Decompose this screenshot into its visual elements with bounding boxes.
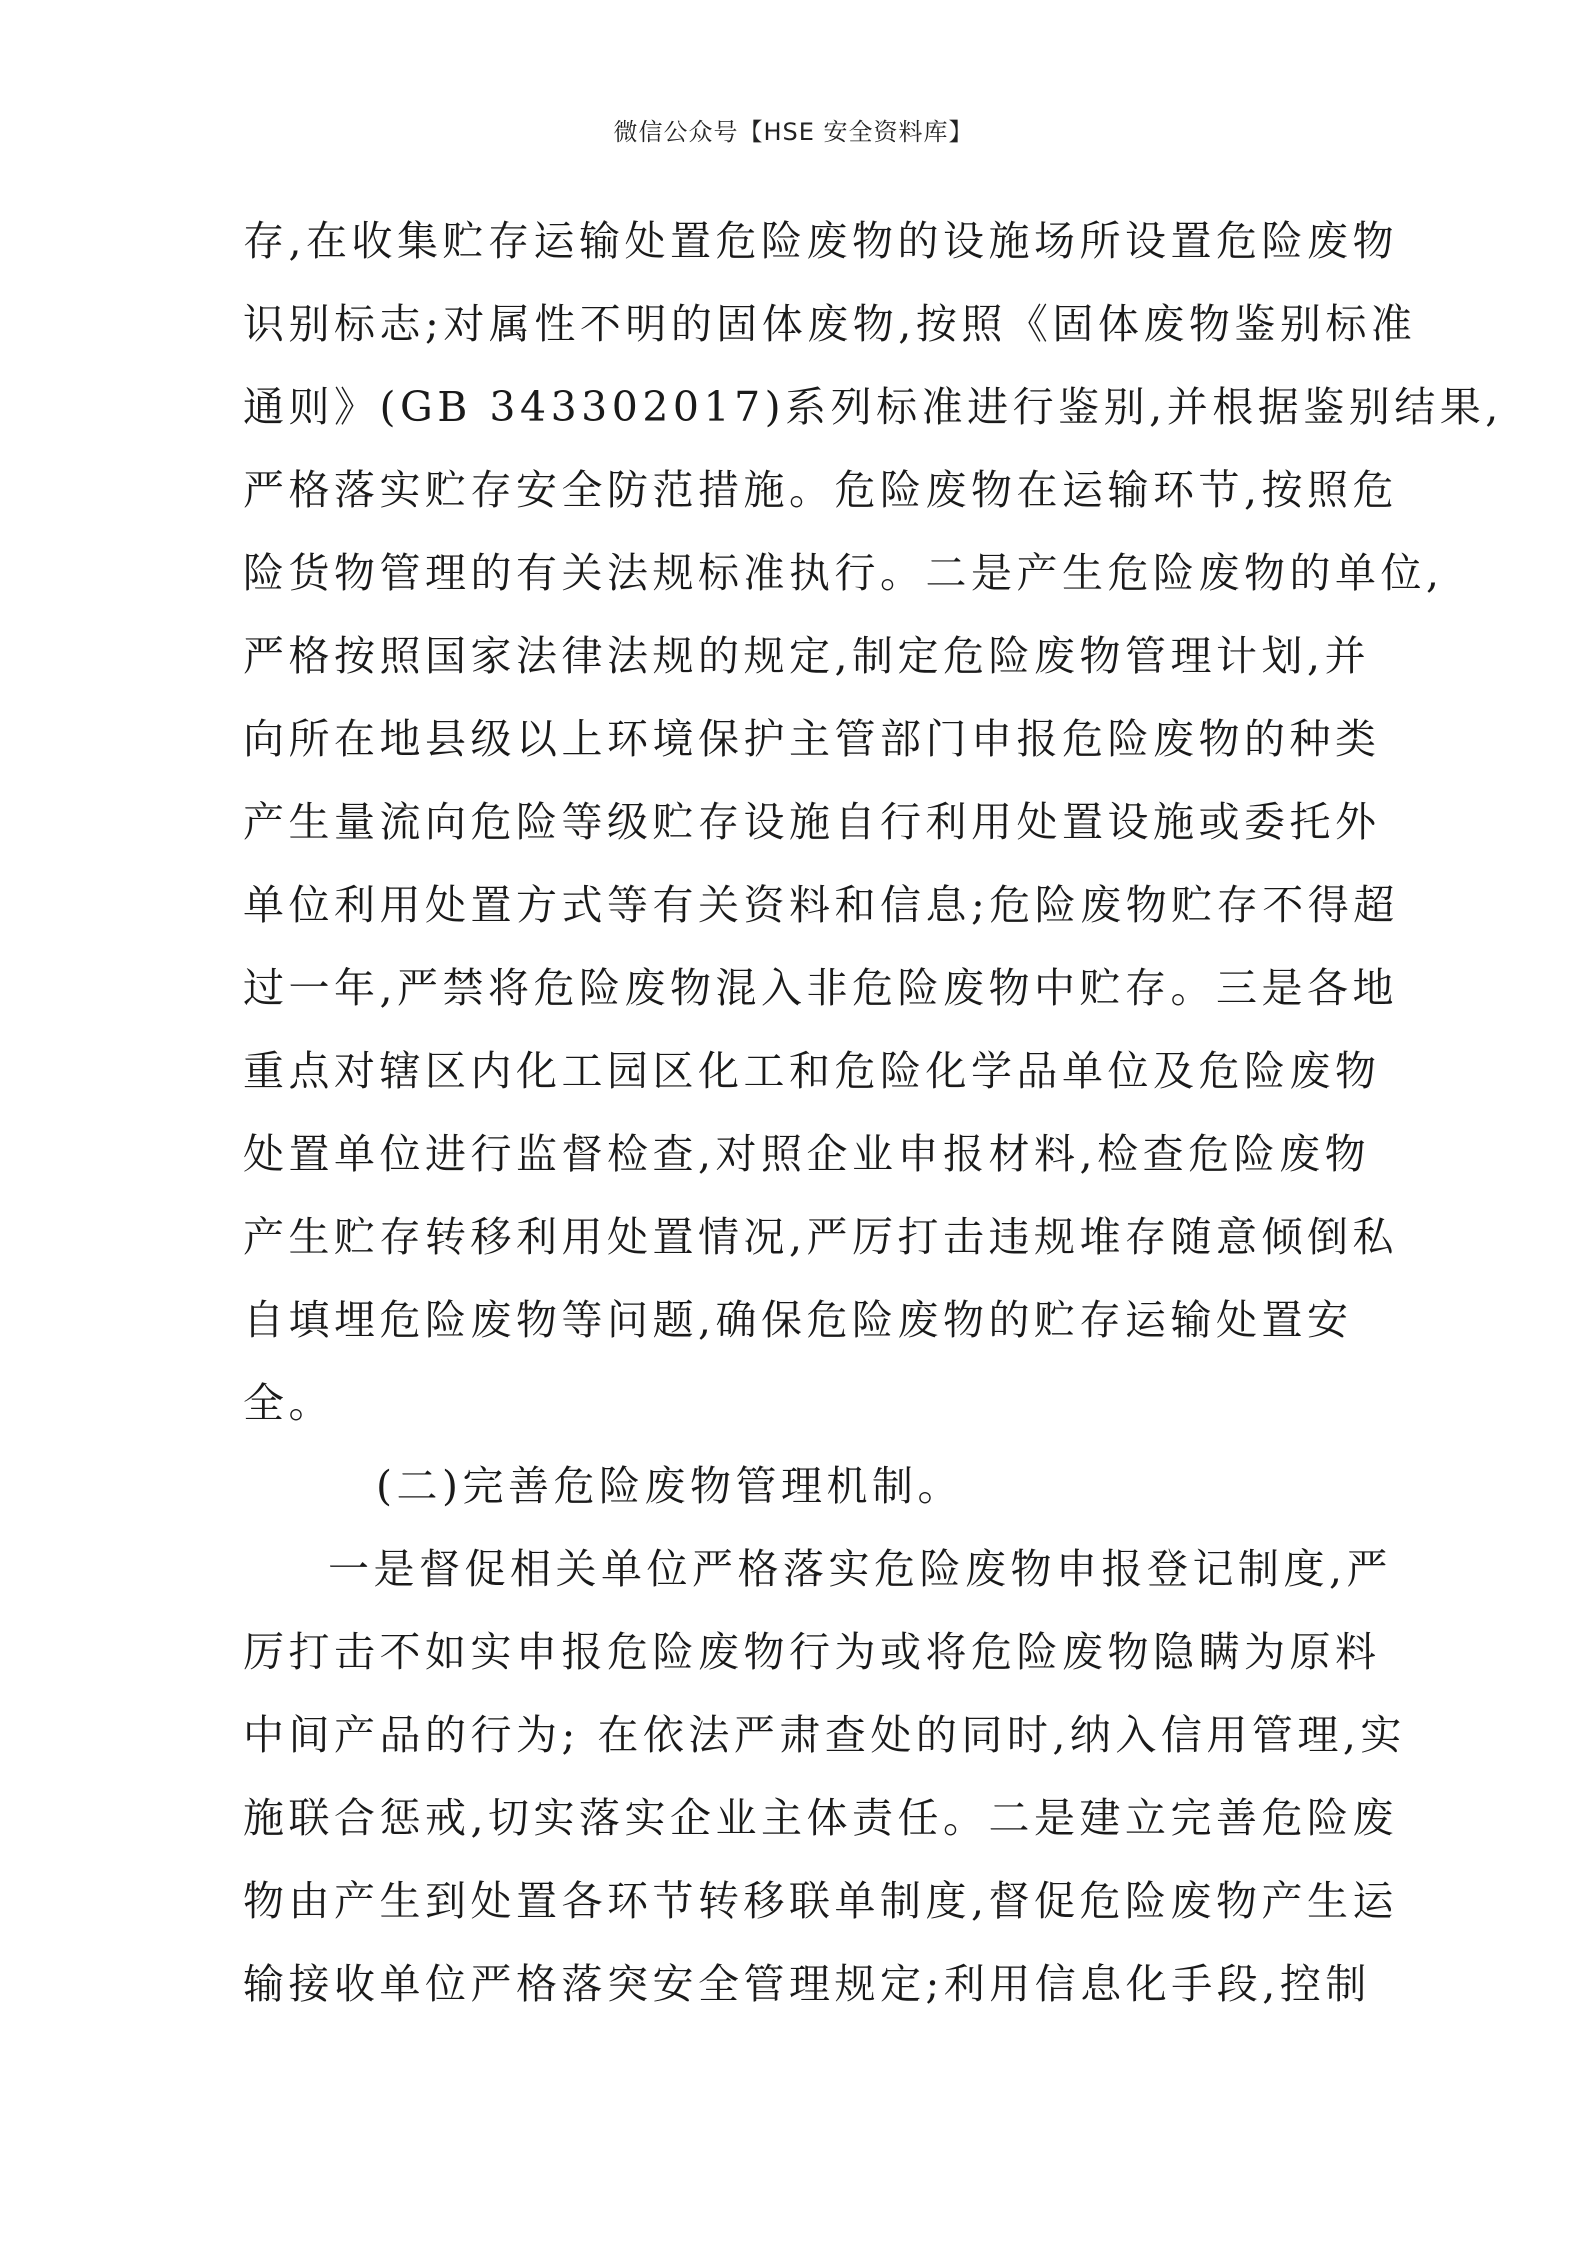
- text-line: 输接收单位严格落突安全管理规定;利用信息化手段,控制: [243, 1960, 1371, 2008]
- text-line: 单位利用处置方式等有关资料和信息;危险废物贮存不得超: [243, 881, 1399, 929]
- text-line: 存,在收集贮存运输处置危险废物的设施场所设置危险废物: [243, 217, 1399, 265]
- text-line: 通则》(GB 343302017)系列标准进行鉴别,并根据鉴别结果,: [243, 383, 1503, 431]
- paragraph-first-line: 一是督促相关单位严格落实危险废物申报登记制度,严: [328, 1545, 1393, 1593]
- text-line: 产生量流向危险等级贮存设施自行利用处置设施或委托外: [243, 798, 1381, 846]
- text-line: 严格落实贮存安全防范措施。危险废物在运输环节,按照危: [243, 466, 1399, 514]
- text-line: 自填埋危险废物等问题,确保危险废物的贮存运输处置安: [243, 1296, 1353, 1344]
- section-heading: (二)完善危险废物管理机制。: [376, 1462, 963, 1510]
- text-line: 重点对辖区内化工园区化工和危险化学品单位及危险废物: [243, 1047, 1381, 1095]
- text-line: 处置单位进行监督检查,对照企业申报材料,检查危险废物: [243, 1130, 1371, 1178]
- text-line: 过一年,严禁将危险废物混入非危险废物中贮存。三是各地: [243, 964, 1399, 1012]
- document-body: [243, 200, 1503, 2026]
- text-line: 全。: [243, 1379, 334, 1427]
- text-line: 物由产生到处置各环节转移联单制度,督促危险废物产生运: [243, 1877, 1399, 1925]
- text-line: 险货物管理的有关法规标准执行。二是产生危险废物的单位,: [243, 549, 1444, 597]
- text-line: 严格按照国家法律法规的规定,制定危险废物管理计划,并: [243, 632, 1371, 680]
- text-line: 产生贮存转移利用处置情况,严厉打击违规堆存随意倾倒私: [243, 1213, 1399, 1261]
- source-header: 微信公众号【HSE 安全资料库】: [613, 118, 974, 146]
- text-line: 厉打击不如实申报危险废物行为或将危险废物隐瞒为原料: [243, 1628, 1381, 1676]
- text-line: 识别标志;对属性不明的固体废物,按照《固体废物鉴别标准: [243, 300, 1417, 348]
- text-line: 施联合惩戒,切实落实企业主体责任。二是建立完善危险废: [243, 1794, 1399, 1842]
- text-line: 向所在地县级以上环境保护主管部门申报危险废物的种类: [243, 715, 1381, 763]
- text-line: 中间产品的行为; 在依法严肃查处的同时,纳入信用管理,实: [243, 1711, 1406, 1759]
